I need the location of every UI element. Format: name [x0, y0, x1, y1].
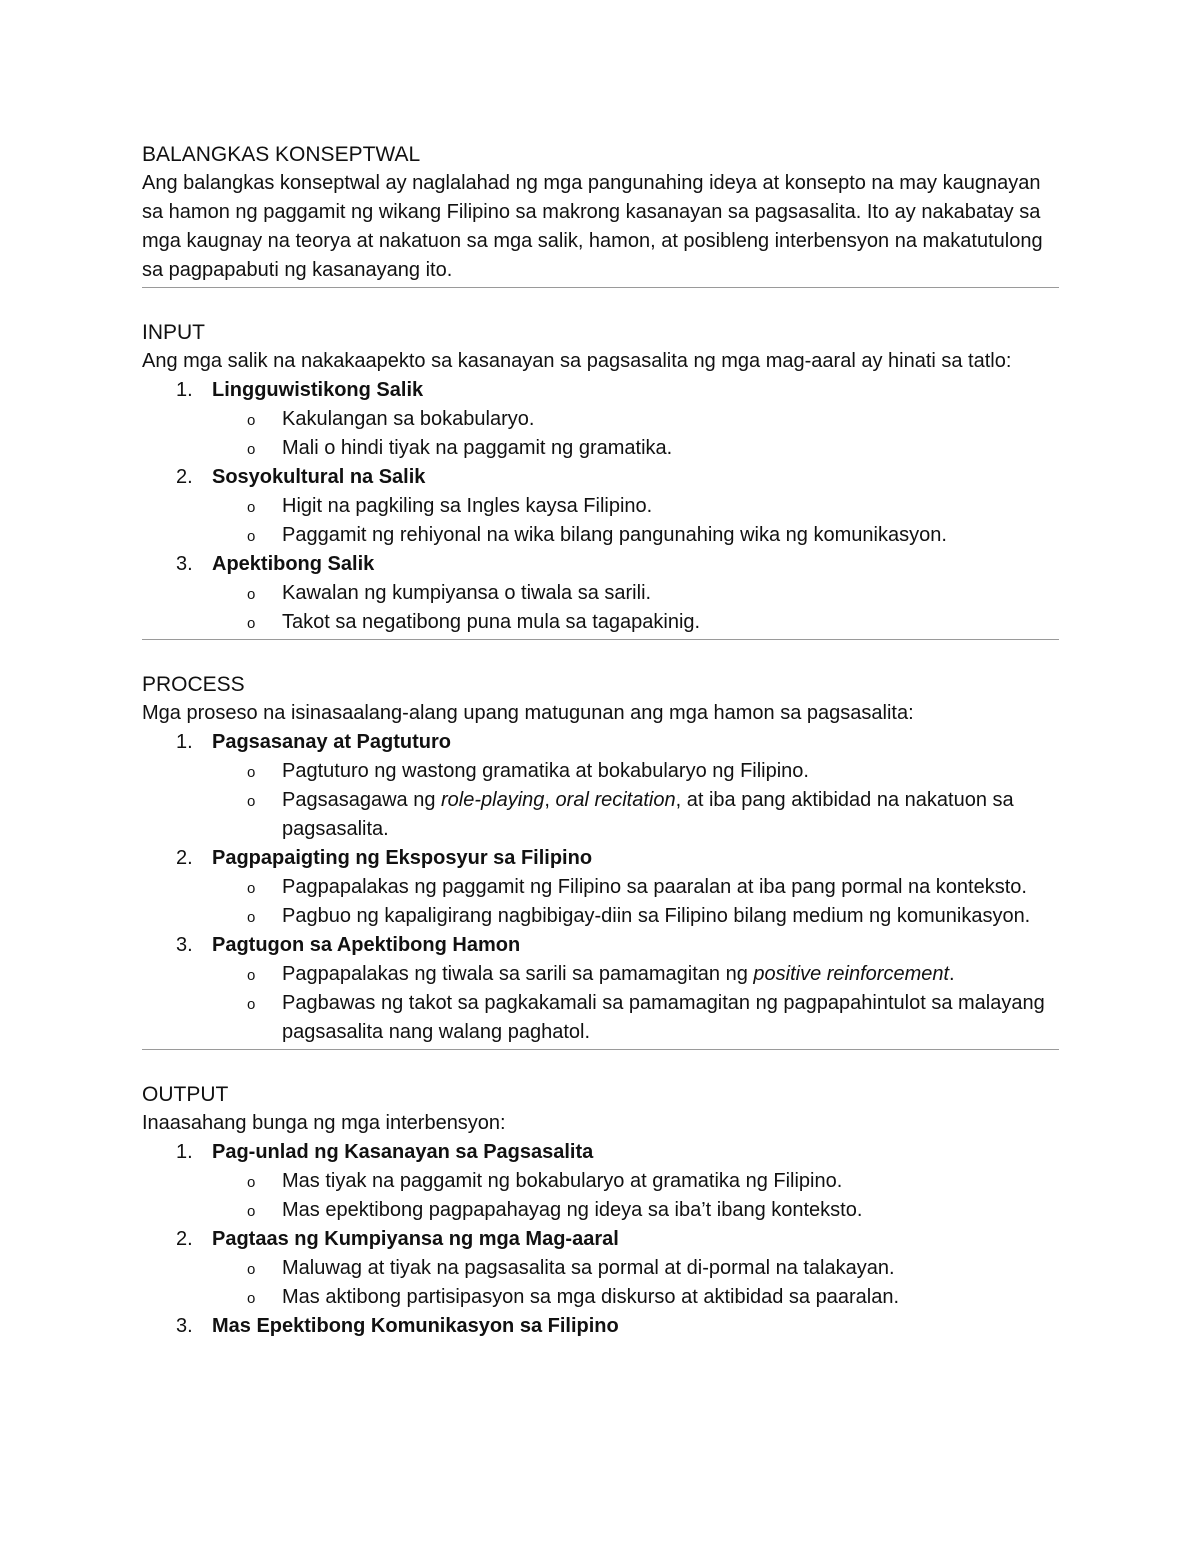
sub-list-item: [212, 434, 1059, 463]
list-item-title: Pag-unlad ng Kasanayan sa Pagsasalita: [212, 1141, 594, 1163]
circle-bullet-icon: o: [247, 528, 256, 545]
sub-item-text: Mas tiyak na paggamit ng bokabularyo at gramatika ng Filipino.: [282, 1170, 843, 1192]
sub-list-item: [212, 1283, 1059, 1312]
sub-list-item: [212, 960, 1059, 989]
numbered-list: [142, 728, 1059, 1047]
list-number: 1.: [176, 379, 193, 401]
section-divider: [142, 1049, 1059, 1050]
list-item-title: Apektibong Salik: [212, 553, 375, 575]
sub-list: [212, 492, 1059, 550]
circle-bullet-icon: o: [247, 764, 256, 781]
sub-item-text: Pagsasagawa ng role-playing, oral recitation, at iba pang aktibidad na nakatuon sa pagsasalita.: [282, 789, 1014, 840]
sub-item-text: Maluwag at tiyak na pagsasalita sa pormal at di-pormal na talakayan.: [282, 1257, 895, 1279]
list-number: 3.: [176, 1315, 193, 1337]
sub-list-item: [212, 405, 1059, 434]
list-item-title: Pagtugon sa Apektibong Hamon: [212, 934, 521, 956]
list-number: 3.: [176, 934, 193, 956]
circle-bullet-icon: o: [247, 1290, 256, 1307]
section-input: [142, 318, 1059, 637]
sub-list: [212, 405, 1059, 463]
list-item-title: Pagtaas ng Kumpiyansa ng mga Mag-aaral: [212, 1228, 619, 1250]
circle-bullet-icon: o: [247, 996, 256, 1013]
section-lead: Inaasahang bunga ng mga interbensyon:: [142, 1112, 506, 1134]
sub-list-item: [212, 521, 1059, 550]
list-item-title: Sosyokultural na Salik: [212, 466, 426, 488]
section-output: [142, 1080, 1059, 1341]
list-item-title: Lingguwistikong Salik: [212, 379, 424, 401]
circle-bullet-icon: o: [247, 967, 256, 984]
sub-list-item: [212, 757, 1059, 786]
circle-bullet-icon: o: [247, 412, 256, 429]
sub-item-text: Pagpapalakas ng paggamit ng Filipino sa paaralan at iba pang pormal na konteksto.: [282, 876, 1027, 898]
section-heading: BALANGKAS KONSEPTWAL: [142, 143, 421, 166]
circle-bullet-icon: o: [247, 1174, 256, 1191]
list-item-title: Pagsasanay at Pagtuturo: [212, 731, 451, 753]
list-item: [142, 1312, 1059, 1341]
sub-list: [212, 1167, 1059, 1225]
list-item: [142, 844, 1059, 931]
list-number: 1.: [176, 1141, 193, 1163]
circle-bullet-icon: o: [247, 615, 256, 632]
list-item-title: Mas Epektibong Komunikasyon sa Filipino: [212, 1315, 619, 1337]
list-item: [142, 1138, 1059, 1225]
sub-list: [212, 757, 1059, 844]
sub-list-item: [212, 1254, 1059, 1283]
section-paragraph: Ang balangkas konseptwal ay naglalahad ng mga pangunahing ideya at konsepto na may kaugnayan sa hamon ng paggamit ng wikang Filipino sa makrong kasanayan sa pagsasalita. Ito ay nakabatay sa mga kaugnay na teorya at nakatuon sa mga salik, hamon, at posibleng interbensyon na makatutulong sa pagpapabuti ng kasanayang ito.: [142, 172, 1043, 281]
section-divider: [142, 287, 1059, 288]
sub-item-text: Kawalan ng kumpiyansa o tiwala sa sarili.: [282, 582, 652, 604]
circle-bullet-icon: o: [247, 793, 256, 810]
sub-item-text: Takot sa negatibong puna mula sa tagapakinig.: [282, 611, 701, 633]
sub-item-text: Mali o hindi tiyak na paggamit ng gramatika.: [282, 437, 673, 459]
list-item: [142, 728, 1059, 844]
sub-list: [212, 873, 1059, 931]
section-lead: Mga proseso na isinasaalang-alang upang matugunan ang mga hamon sa pagsasalita:: [142, 702, 914, 724]
sub-list-item: [212, 608, 1059, 637]
sub-list-item: [212, 873, 1059, 902]
section-heading: INPUT: [142, 321, 205, 344]
sub-list-item: [212, 1167, 1059, 1196]
list-number: 2.: [176, 466, 193, 488]
list-item: [142, 550, 1059, 637]
list-number: 2.: [176, 1228, 193, 1250]
sub-item-text: Pagbawas ng takot sa pagkakamali sa pamamagitan ng pagpapahintulot sa malayang pagsasalita nang walang paghatol.: [282, 992, 1045, 1043]
circle-bullet-icon: o: [247, 586, 256, 603]
section-lead: Ang mga salik na nakakaapekto sa kasanayan sa pagsasalita ng mga mag-aaral ay hinati sa tatlo:: [142, 350, 1012, 372]
document-page: [142, 140, 1059, 1341]
circle-bullet-icon: o: [247, 1203, 256, 1220]
sub-list: [212, 1254, 1059, 1312]
circle-bullet-icon: o: [247, 880, 256, 897]
sub-list-item: [212, 579, 1059, 608]
sub-list-item: [212, 492, 1059, 521]
sub-item-text: Pagtuturo ng wastong gramatika at bokabularyo ng Filipino.: [282, 760, 809, 782]
numbered-list: [142, 1138, 1059, 1341]
sub-list: [212, 960, 1059, 1047]
circle-bullet-icon: o: [247, 499, 256, 516]
sub-item-text: Mas aktibong partisipasyon sa mga diskurso at aktibidad sa paaralan.: [282, 1286, 900, 1308]
circle-bullet-icon: o: [247, 909, 256, 926]
circle-bullet-icon: o: [247, 441, 256, 458]
sub-list-item: [212, 786, 1059, 844]
sub-item-text: Pagbuo ng kapaligirang nagbibigay-diin sa Filipino bilang medium ng komunikasyon.: [282, 905, 1031, 927]
sub-item-text: Higit na pagkiling sa Ingles kaysa Filipino.: [282, 495, 653, 517]
sub-list-item: [212, 989, 1059, 1047]
section-process: [142, 670, 1059, 1047]
sub-item-text: Kakulangan sa bokabularyo.: [282, 408, 535, 430]
sub-list-item: [212, 902, 1059, 931]
section-heading: PROCESS: [142, 673, 245, 696]
list-number: 3.: [176, 553, 193, 575]
sub-list: [212, 579, 1059, 637]
list-item: [142, 931, 1059, 1047]
list-item: [142, 376, 1059, 463]
sub-item-text: Pagpapalakas ng tiwala sa sarili sa pamamagitan ng positive reinforcement.: [282, 963, 955, 985]
sub-item-text: Mas epektibong pagpapahayag ng ideya sa iba’t ibang konteksto.: [282, 1199, 863, 1221]
list-item: [142, 463, 1059, 550]
list-number: 1.: [176, 731, 193, 753]
sub-item-text: Paggamit ng rehiyonal na wika bilang pangunahing wika ng komunikasyon.: [282, 524, 947, 546]
numbered-list: [142, 376, 1059, 637]
list-number: 2.: [176, 847, 193, 869]
section-divider: [142, 639, 1059, 640]
section-balangkas: [142, 140, 1059, 285]
sub-list-item: [212, 1196, 1059, 1225]
circle-bullet-icon: o: [247, 1261, 256, 1278]
section-heading: OUTPUT: [142, 1083, 229, 1106]
list-item-title: Pagpapaigting ng Eksposyur sa Filipino: [212, 847, 593, 869]
list-item: [142, 1225, 1059, 1312]
